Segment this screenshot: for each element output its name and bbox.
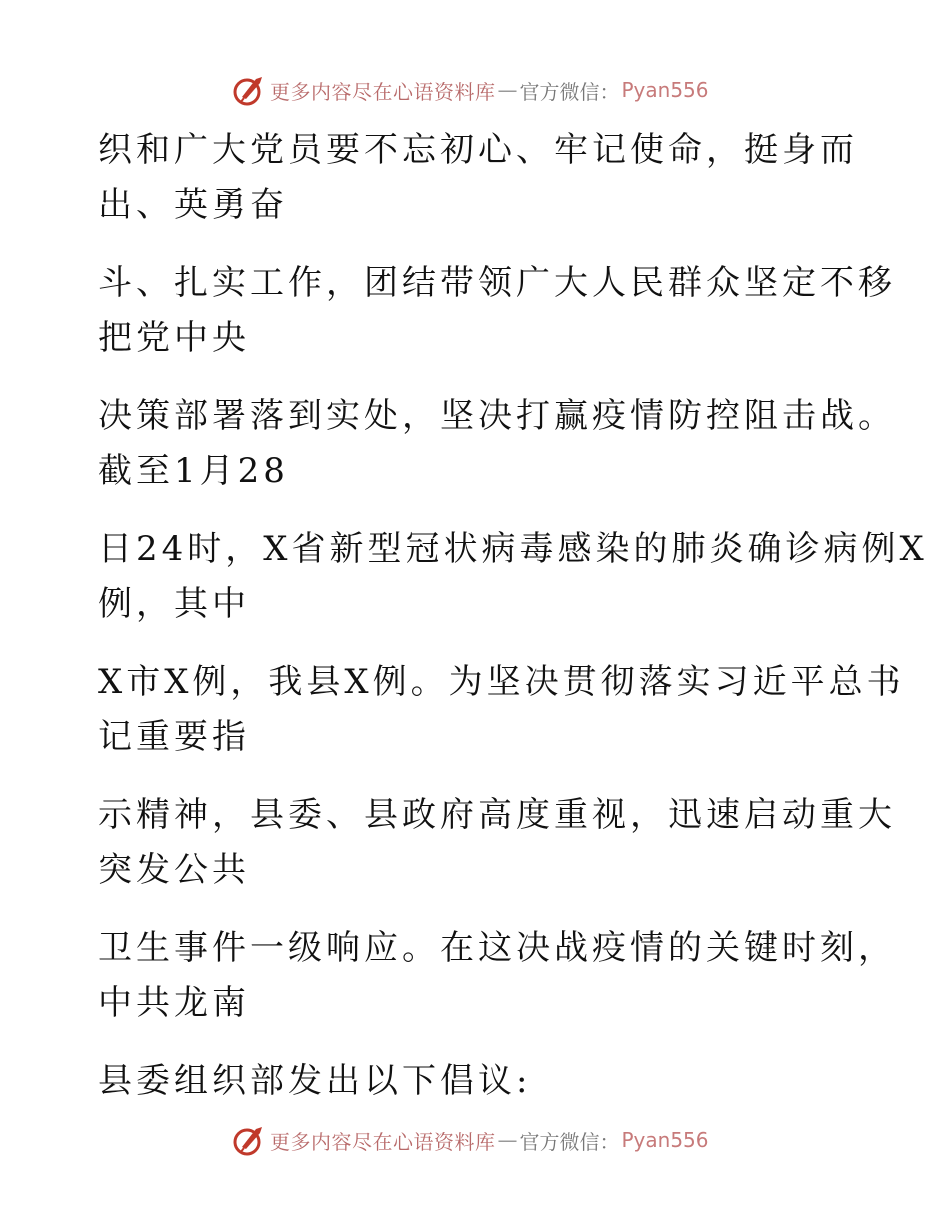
- watermark-official-label: 官方微信：: [519, 79, 620, 104]
- watermark-official-label: 官方微信：: [519, 1129, 620, 1154]
- watermark-brand: 更多内容尽在心语资料库: [270, 79, 496, 104]
- watermark-separator: —: [497, 78, 518, 102]
- body-line: 示精神，县委、县政府高度重视，迅速启动重大: [98, 795, 896, 835]
- body-line: 出、英勇奋: [98, 185, 288, 225]
- footer-watermark: [232, 1120, 709, 1160]
- body-line: 截至1月28: [98, 451, 289, 491]
- watermark-brand: 更多内容尽在心语资料库: [270, 1129, 496, 1154]
- body-line: 决策部署落到实处，坚决打赢疫情防控阻击战。: [98, 396, 896, 436]
- body-line: 卫生事件一级响应。在这决战疫情的关键时刻，: [98, 928, 896, 968]
- header-watermark: [232, 70, 709, 110]
- body-line: 例，其中: [98, 584, 250, 624]
- body-line: X市X例，我县X例。为坚决贯彻落实习近平总书: [98, 662, 905, 702]
- body-line: 突发公共: [98, 850, 250, 890]
- watermark-wechat-id: Pyan556: [621, 1128, 709, 1152]
- watermark-wechat-id: Pyan556: [621, 78, 709, 102]
- quill-pen-circle-icon: [232, 73, 266, 107]
- body-line: 记重要指: [98, 717, 250, 757]
- watermark-separator: —: [497, 1128, 518, 1152]
- body-line: 中共龙南: [98, 983, 250, 1023]
- body-line: 县委组织部发出以下倡议:: [98, 1061, 532, 1101]
- body-line: 斗、扎实工作，团结带领广大人民群众坚定不移: [98, 263, 896, 303]
- quill-pen-circle-icon: [232, 1123, 266, 1157]
- body-line: 把党中央: [98, 318, 250, 358]
- body-line: 织和广大党员要不忘初心、牢记使命，挺身而: [98, 130, 858, 170]
- body-line: 日24时，X省新型冠状病毒感染的肺炎确诊病例X: [98, 529, 928, 569]
